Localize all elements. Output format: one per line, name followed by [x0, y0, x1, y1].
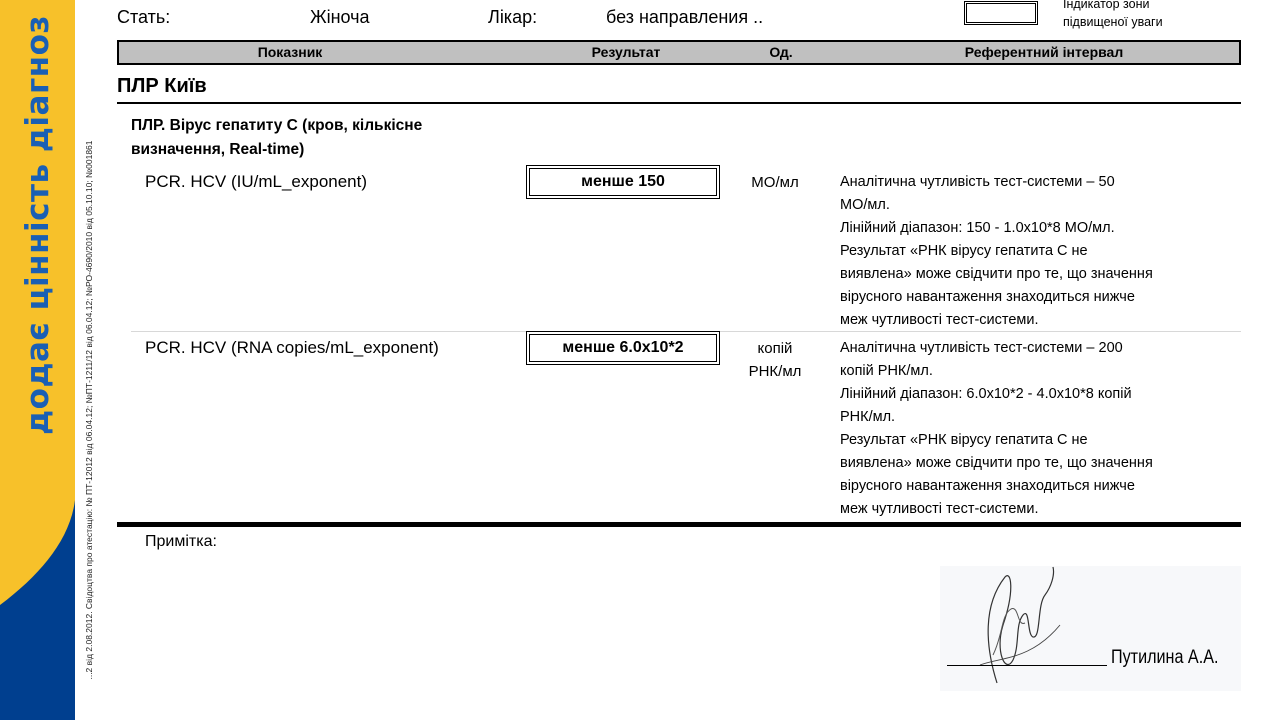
- column-header-result: Результат: [591, 44, 661, 60]
- section-divider: [117, 102, 1241, 104]
- certification-text: ...2 від 2.08.2012. Свідоцтва про атестацію: № ПТ-12012 від 06.04.12; №ПТ-1211/12 від 06.04.12; №РО-4690/2010 від 05.10.10; №001861: [84, 140, 94, 680]
- reference-line: МО/мл.: [840, 197, 890, 213]
- brand-strip: [0, 0, 75, 720]
- unit-line1: копій: [757, 340, 793, 357]
- result-value: менше 150: [581, 173, 665, 190]
- group-title-line1: ПЛР. Вірус гепатиту С (кров, кількісне: [131, 117, 423, 134]
- reference-line: РНК/мл.: [840, 409, 896, 425]
- indicator-label-line2: підвищеної уваги: [1063, 15, 1163, 29]
- doctor-value: без направления ..: [606, 7, 764, 27]
- reference-line: Аналітична чутливість тест-системи – 50: [840, 174, 1115, 190]
- reference-line: Результат «РНК вірусу гепатита С не: [840, 432, 1088, 448]
- brand-slogan: додає цінність діагноз: [20, 15, 56, 435]
- reference-line: виявлена» може свідчити про те, що значення: [840, 266, 1153, 282]
- reference-line: Лінійний діапазон: 150 - 1.0х10*8 МО/мл.: [840, 220, 1115, 236]
- reference-line: Результат «РНК вірусу гепатита С не: [840, 243, 1088, 259]
- signature-line: [947, 665, 1107, 666]
- results-table-header: [117, 40, 1241, 65]
- group-title-line2: визначення, Real-time): [131, 141, 305, 158]
- unit-cell: [738, 171, 812, 194]
- reference-interval: [840, 171, 1185, 332]
- sex-label: Стать:: [117, 7, 171, 27]
- handwritten-signature: [975, 565, 1065, 690]
- attention-indicator-box: [964, 1, 1038, 25]
- reference-line: меж чутливості тест-системи.: [840, 312, 1039, 328]
- indicator-label-line1: Індикатор зони: [1063, 0, 1150, 11]
- attention-indicator-label: [1063, 0, 1163, 31]
- reference-line: вірусного навантаження знаходиться нижче: [840, 478, 1135, 494]
- result-value: менше 6.0x10*2: [562, 339, 684, 356]
- unit-cell: [738, 337, 812, 383]
- column-header-reference: Референтний інтервал: [964, 44, 1124, 60]
- sex-value: Жіноча: [310, 7, 370, 27]
- column-header-indicator: Показник: [257, 44, 323, 60]
- signer-name: Путилина А.А.: [1111, 647, 1219, 668]
- reference-line: виявлена» може свідчити про те, що значення: [840, 455, 1153, 471]
- test-group-title: [131, 114, 471, 162]
- section-title: ПЛР Київ: [117, 75, 207, 97]
- reference-line: меж чутливості тест-системи.: [840, 501, 1039, 517]
- column-header-unit: Од.: [769, 44, 793, 60]
- reference-line: Лінійний діапазон: 6.0х10*2 - 4.0х10*8 копій: [840, 386, 1132, 402]
- result-value-box: [526, 331, 720, 365]
- result-value-box: [526, 165, 720, 199]
- reference-line: копій РНК/мл.: [840, 363, 933, 379]
- unit-line1: МО/мл: [751, 174, 799, 191]
- reference-line: Аналітична чутливість тест-системи – 200: [840, 340, 1123, 356]
- test-name: PCR. HCV (RNA copies/mL_exponent): [145, 338, 439, 357]
- reference-line: вірусного навантаження знаходиться нижче: [840, 289, 1135, 305]
- table-end-divider: [117, 522, 1241, 527]
- note-label: Примітка:: [145, 533, 217, 550]
- test-name: PCR. HCV (IU/mL_exponent): [145, 172, 368, 191]
- unit-line2: РНК/мл: [748, 363, 802, 380]
- doctor-label: Лікар:: [488, 7, 538, 27]
- reference-interval: [840, 337, 1185, 521]
